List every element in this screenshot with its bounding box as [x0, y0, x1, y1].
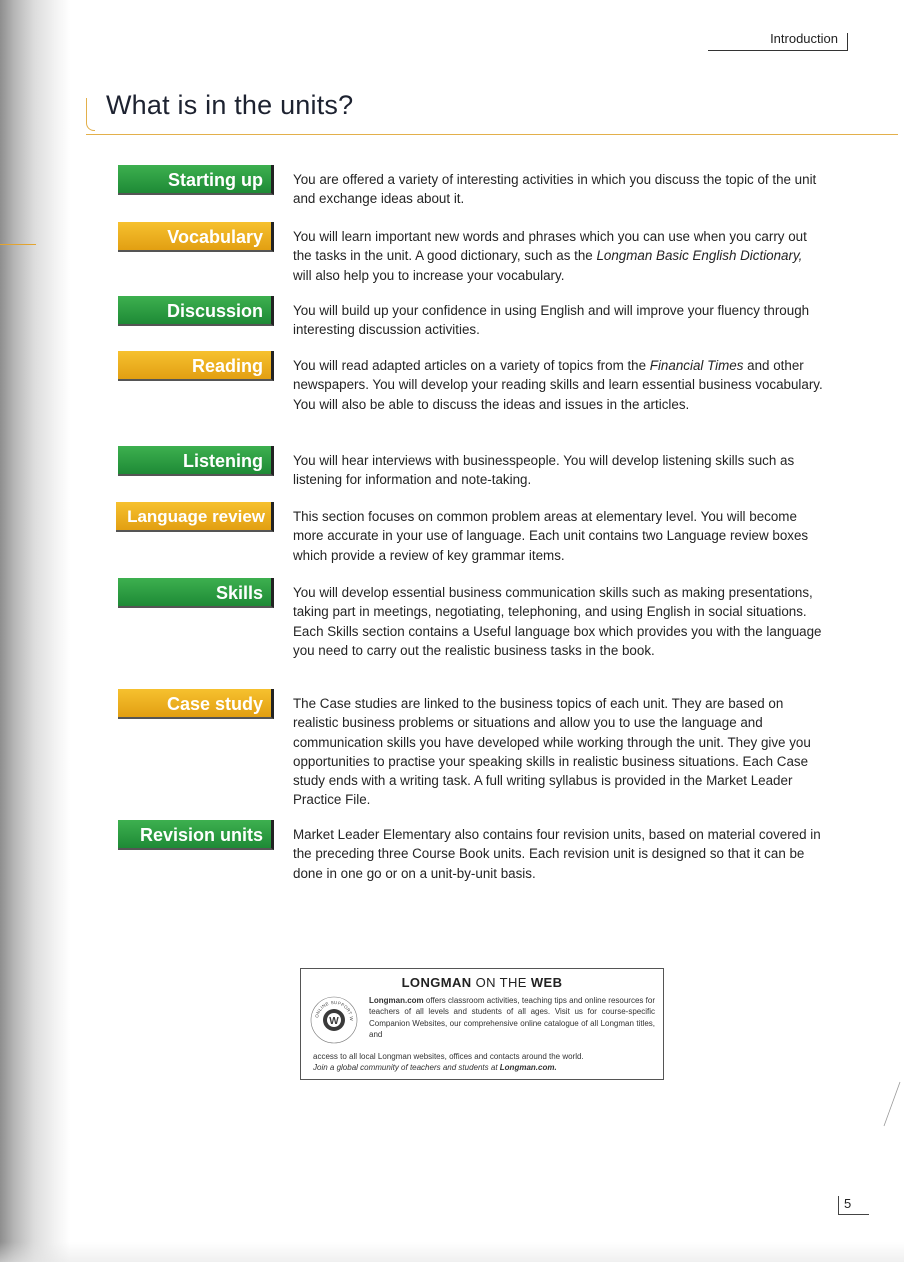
- web-heading-web: WEB: [530, 975, 563, 990]
- desc-reading-part-2: and other newspapers. You will develop your reading skills and learn essential business vocabulary. You will also be able to discuss the ideas and issues in the articles.: [293, 358, 823, 412]
- web-box-tagline-text: Join a global community of teachers and students at: [313, 1063, 500, 1072]
- badge-starting-up: Starting up: [118, 165, 274, 195]
- online-support-logo-icon: [309, 995, 359, 1045]
- desc-case-study: The Case studies are linked to the business topics of each unit. They are based on realistic business problems or situations and allow you to use the language and communication skills you have developed while working through the unit. They give you opportunities to practise your speaking skills in realistic business situations. Each Case study ends with a writing task. A full writing syllabus is provided in the Market Leader Practice File.: [293, 696, 811, 808]
- web-box-tagline-link: Longman.com.: [499, 1063, 557, 1072]
- web-box-body: [369, 995, 655, 1040]
- newspaper-title: Financial Times: [649, 358, 744, 373]
- desc-listening: You will hear interviews with businesspeople. You will develop listening skills such as listening for information and note-taking.: [293, 453, 795, 488]
- dictionary-title: Longman Basic English Dictionary,: [596, 248, 803, 264]
- desc-reading: [293, 356, 823, 414]
- logo-letter: W: [329, 1016, 339, 1027]
- longman-web-box: [300, 968, 664, 1080]
- page-edge-shadow: [0, 1242, 904, 1262]
- desc-discussion: You will build up your confidence in using English and will improve your fluency through interesting discussion activities.: [293, 303, 810, 338]
- badge-reading: Reading: [118, 351, 274, 381]
- badge-discussion: Discussion: [118, 296, 274, 326]
- page-title: What is in the units?: [106, 90, 354, 120]
- running-header-bar: [847, 33, 848, 51]
- desc-skills: You will develop essential business communication skills such as making presentations, taking part in meetings, negotiating, telephoning, and using English in social situations. Each Skills section contains a Useful language box which provides you with the language you need to carry out the realistic business tasks in the book.: [293, 585, 822, 658]
- web-box-tagline: [313, 1062, 657, 1073]
- desc-vocabulary-part-2: will also help you to increase your vocabulary.: [293, 267, 565, 283]
- web-heading-on-the: ON THE: [475, 975, 527, 990]
- title-hook-ornament: [86, 98, 95, 131]
- badge-case-study: Case study: [118, 689, 274, 719]
- web-box-heading: [301, 975, 663, 990]
- desc-vocabulary: [293, 227, 823, 285]
- binding-gutter-shadow: [0, 0, 70, 1262]
- logo-ring-text: ONLINE SUPPORT W: [314, 999, 355, 1022]
- margin-pencil-mark: [872, 1080, 902, 1130]
- desc-reading-part-1: You will read adapted articles on a variety of topics from the: [293, 358, 650, 373]
- margin-tick: [0, 244, 36, 245]
- running-header-label: Introduction: [770, 31, 838, 46]
- longman-brand: Longman.com: [369, 996, 424, 1005]
- desc-revision-units: Market Leader Elementary also contains four revision units, based on material covered in the preceding three Course Book units. Each revision unit is designed so that it can be done in one go or on a unit-by-unit basis.: [293, 827, 821, 881]
- desc-vocabulary-part-1: You will learn important new words and phrases which you can use when you carry out the tasks in the unit. A good dictionary, such as the: [293, 229, 807, 264]
- page-number-bracket: [838, 1196, 869, 1215]
- title-rule: [86, 90, 898, 135]
- desc-language-review: This section focuses on common problem areas at elementary level. You will become more accurate in your use of language. Each unit contains two Language review boxes which provide a review of key grammar items.: [293, 509, 809, 563]
- badge-language-review: Language review: [116, 502, 274, 532]
- web-box-body-text: offers classroom activities, teaching tips and online resources for teachers of all levels and students of all ages. Visit us for course-specific Companion Websites, our comprehensive online catalogue of all Longman titles, and: [369, 996, 655, 1039]
- badge-vocabulary: Vocabulary: [118, 222, 274, 252]
- badge-listening: Listening: [118, 446, 274, 476]
- badge-skills: Skills: [118, 578, 274, 608]
- web-heading-longman: LONGMAN: [401, 975, 472, 990]
- desc-starting-up: You are offered a variety of interesting activities in which you discuss the topic of the unit and exchange ideas about it.: [293, 172, 817, 207]
- page-number: 5: [844, 1196, 852, 1211]
- running-header: [708, 30, 848, 51]
- badge-revision-units: Revision units: [118, 820, 274, 850]
- web-box-body-continued: access to all local Longman websites, offices and contacts around the world.: [313, 1052, 584, 1061]
